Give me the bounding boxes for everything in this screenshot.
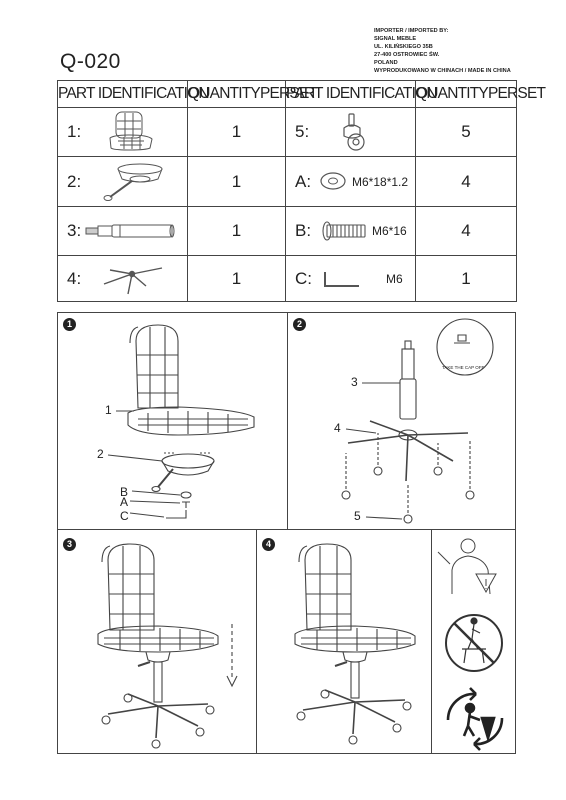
- step-number-badge: 4: [262, 538, 275, 551]
- part-cell: [286, 256, 416, 302]
- table-row: [58, 108, 517, 157]
- caster-icon: [286, 108, 416, 157]
- table-row: [58, 256, 517, 302]
- seat-icon: [58, 108, 188, 157]
- quantity-cell: 1: [188, 157, 286, 207]
- callout-seat: 1: [105, 403, 112, 417]
- table-row: [58, 207, 517, 256]
- bolt-icon: [311, 207, 381, 256]
- seat-assembly-illustration: [58, 313, 289, 531]
- part-cell: [58, 108, 188, 157]
- quantity-cell: 1: [188, 207, 286, 256]
- part-spec: M6*16: [372, 224, 407, 238]
- part-id: 3:: [67, 221, 82, 240]
- column-header-qty: QUANTITYPERSET: [188, 81, 286, 108]
- part-id: 4:: [67, 268, 82, 288]
- callout-gas-lift: 3: [351, 375, 358, 389]
- quantity-cell: 5: [416, 108, 517, 157]
- importer-line: POLAND: [374, 60, 398, 66]
- step-number-badge: 3: [63, 538, 76, 551]
- chair-assembly-illustration: [58, 530, 258, 755]
- step-2-panel: [287, 312, 516, 530]
- quantity-cell: 1: [188, 256, 286, 302]
- step-number-badge: 1: [63, 318, 76, 331]
- importer-line: 27-400 OSTROWIEC ŚW.: [374, 52, 440, 58]
- column-header-qty: QUANTITYPERSET: [416, 81, 517, 108]
- callout-casters: 5: [354, 509, 361, 523]
- table-row: [58, 157, 517, 207]
- parts-table: [57, 80, 546, 302]
- base-assembly-illustration: [288, 313, 517, 531]
- do-not-stand-icon: [432, 605, 517, 680]
- part-cell: [286, 157, 416, 207]
- importer-line: WYPRODUKOWANO W CHINACH / MADE IN CHINA: [374, 68, 511, 74]
- allen-key-icon: [311, 256, 381, 302]
- table-header-row: [58, 81, 517, 108]
- gas-lift-icon: [58, 207, 188, 256]
- warnings-panel: [431, 529, 516, 754]
- quantity-cell: 1: [188, 108, 286, 157]
- finished-chair-illustration: [257, 530, 433, 755]
- part-spec: M6: [386, 271, 403, 286]
- column-header-part: PART IDENTIFICATION: [58, 81, 188, 108]
- recycling-icon: [432, 680, 517, 755]
- assembly-warning-icon: [432, 530, 517, 605]
- part-id: 2:: [67, 171, 82, 191]
- callout-bolt: B: [120, 485, 129, 499]
- callout-base: 4: [334, 421, 341, 435]
- part-id: B:: [295, 221, 312, 240]
- step-number-badge: 2: [293, 318, 306, 331]
- importer-line: UL. KILIŃSKIEGO 35B: [374, 44, 433, 50]
- part-id: C:: [295, 268, 312, 288]
- part-spec: M6*18*1.2: [352, 174, 409, 189]
- step-4-panel: [256, 529, 432, 754]
- model-number: Q-020: [60, 50, 121, 73]
- quantity-cell: 4: [416, 157, 517, 207]
- base-icon: [58, 256, 188, 302]
- step-3-panel: [57, 529, 257, 754]
- importer-line: IMPORTER / IMPORTED BY:: [374, 28, 449, 34]
- importer-info: [374, 27, 554, 75]
- part-cell: [286, 207, 416, 256]
- part-id: 5:: [295, 122, 310, 141]
- callout-washer: A: [120, 495, 129, 509]
- quantity-cell: 1: [416, 256, 517, 302]
- part-id: A:: [295, 171, 312, 191]
- step-1-panel: [57, 312, 288, 530]
- part-cell: [58, 207, 188, 256]
- callout-key: C: [120, 509, 129, 523]
- part-id: 1:: [67, 122, 82, 141]
- quantity-cell: 4: [416, 207, 517, 256]
- part-cell: [286, 108, 416, 157]
- part-cell: [58, 157, 188, 207]
- part-cell: [58, 256, 188, 302]
- take-cap-off-note: TAKE THE CAP OFF: [442, 365, 485, 370]
- callout-mechanism: 2: [97, 447, 104, 461]
- importer-line: SIGNAL MEBLE: [374, 36, 417, 42]
- mechanism-icon: [58, 157, 188, 207]
- column-header-part: PART IDENTIFICATION: [286, 81, 416, 108]
